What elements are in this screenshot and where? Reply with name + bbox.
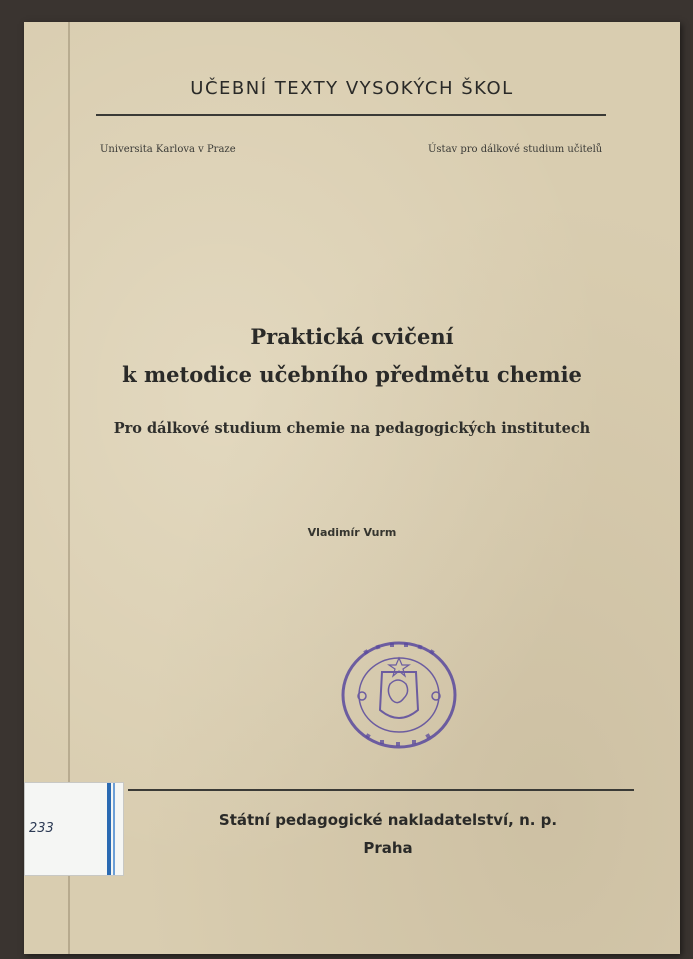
- book-cover: [24, 22, 680, 954]
- bottom-divider: [128, 789, 634, 791]
- shelf-label: [24, 782, 124, 876]
- library-stamp-icon: [340, 640, 458, 750]
- label-stripe-light: [113, 783, 115, 875]
- label-stripe: [107, 783, 111, 875]
- series-title: UČEBNÍ TEXTY VYSOKÝCH ŠKOL: [190, 78, 514, 99]
- subtitle: Pro dálkové studium chemie na pedagogických institutech: [113, 420, 591, 437]
- city: Praha: [363, 839, 413, 857]
- shelf-label-number: 233: [29, 821, 54, 836]
- author: Vladimír Vurm: [307, 526, 397, 539]
- institution-left: Universita Karlova v Praze: [100, 144, 236, 155]
- title-line-2: k metodice učebního předmětu chemie: [122, 362, 582, 387]
- top-divider: [96, 114, 606, 116]
- institution-right: Ústav pro dálkové studium učitelů: [428, 144, 603, 155]
- title-line-1: Praktická cvičení: [250, 324, 454, 349]
- publisher: Státní pedagogické nakladatelství, n. p.: [218, 811, 558, 829]
